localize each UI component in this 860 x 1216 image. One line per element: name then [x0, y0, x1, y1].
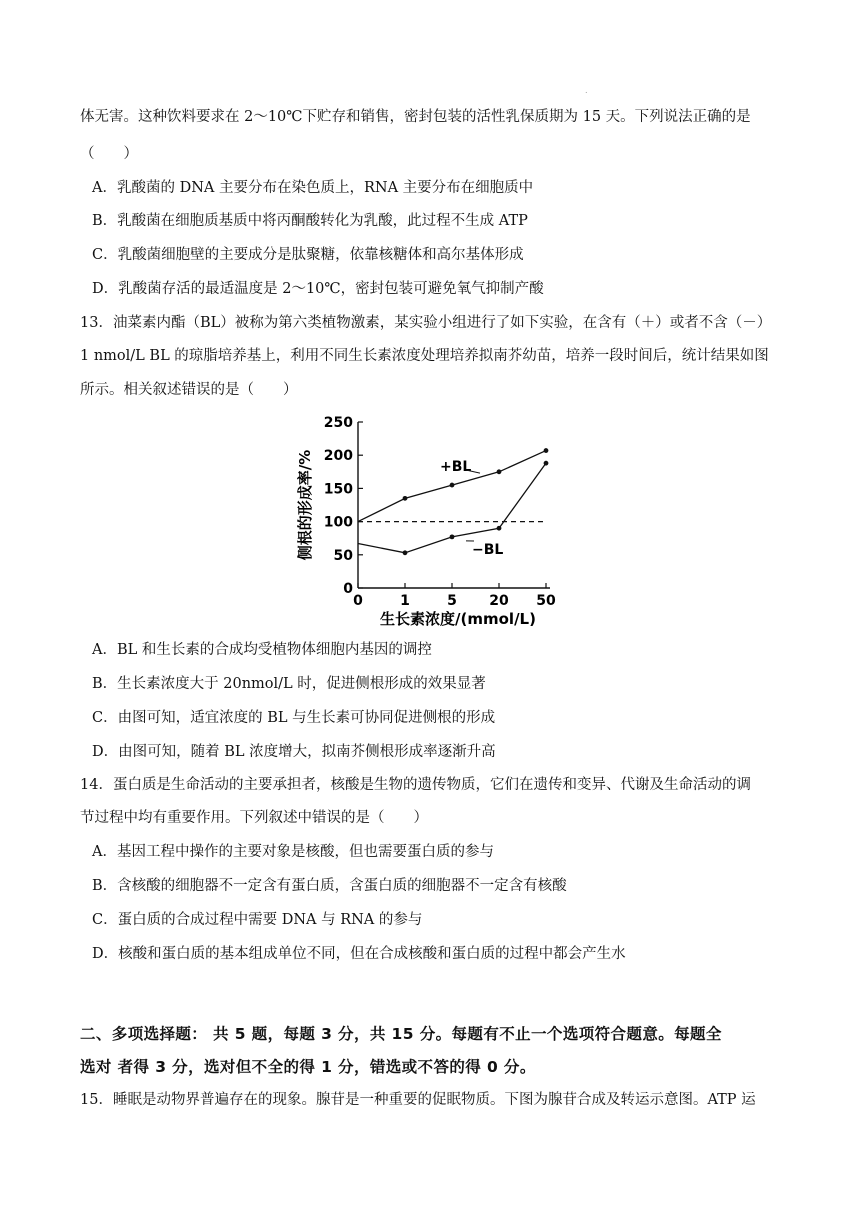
- data-point: [450, 534, 455, 539]
- q13-option-c: C．由图可知，适宜浓度的 BL 与生长素可协同促进侧根的形成: [92, 710, 496, 726]
- y-tick-label: 0: [343, 581, 353, 597]
- x-axis-title: 生长素浓度/(mmol/L): [380, 610, 536, 628]
- x-tick-label: 50: [536, 593, 556, 609]
- y-tick-label: 250: [323, 415, 353, 431]
- series-label-minus-bl: −BL: [472, 542, 504, 558]
- section2-heading-line2: 选对 者得 3 分，选对但不全的得 1 分，错选或不答的得 0 分。: [80, 1058, 536, 1076]
- q15-stem-line1: 15．睡眠是动物界普遍存在的现象。腺苷是一种重要的促眠物质。下图为腺苷合成及转运示意图。ATP 运: [80, 1092, 756, 1108]
- bl-auxin-line-chart: [290, 408, 580, 633]
- y-tick-label: 100: [323, 514, 353, 531]
- y-axis-title: 侧根的形成率/%: [296, 449, 314, 561]
- x-tick-label: 5: [447, 593, 457, 609]
- q13-option-d: D．由图可知，随着 BL 浓度增大，拟南芥侧根形成率逐渐升高: [92, 744, 496, 760]
- q13-stem-line1: 13．油菜素内酯（BL）被称为第六类植物激素，某实验小组进行了如下实验，在含有（＋）或者不含（－）: [80, 315, 772, 331]
- q12-stem-line1: 体无害。这种饮料要求在 2～10℃下贮存和销售，密封包装的活性乳保质期为 15 天。下列说法正确的是: [80, 109, 751, 125]
- q13-option-a: A．BL 和生长素的合成均受植物体细胞内基因的调控: [92, 642, 432, 658]
- series-label-plus-bl: +BL: [440, 459, 472, 475]
- q13-option-b: B．生长素浓度大于 20nmol/L 时，促进侧根形成的效果显著: [92, 676, 486, 692]
- y-tick-label: 150: [323, 481, 353, 498]
- q12-option-b: B．乳酸菌在细胞质基质中将丙酮酸转化为乳酸，此过程不生成 ATP: [92, 213, 528, 229]
- q14-option-d: D．核酸和蛋白质的基本组成单位不同，但在合成核酸和蛋白质的过程中都会产生水: [92, 946, 626, 962]
- q13-stem-line3: 所示。相关叙述错误的是（ ）: [80, 382, 298, 398]
- q12-option-c: C．乳酸菌细胞壁的主要成分是肽聚糖，依靠核糖体和高尔基体形成: [92, 247, 524, 263]
- section2-heading-line1: 二、多项选择题： 共 5 题，每题 3 分，共 15 分。每题有不止一个选项符合题意。每题全: [80, 1025, 722, 1043]
- q12-option-d: D．乳酸菌存活的最适温度是 2～10℃，密封包装可避免氧气抑制产酸: [92, 281, 544, 297]
- data-point: [497, 526, 502, 531]
- q14-stem-line1: 14．蛋白质是生命活动的主要承担者，核酸是生物的遗传物质，它们在遗传和变异、代谢及生命活动的调: [80, 777, 751, 793]
- data-point: [544, 448, 549, 453]
- x-tick-label: 20: [489, 593, 509, 609]
- q14-stem-line2: 节过程中均有重要作用。下列叙述中错误的是（ ）: [80, 810, 428, 826]
- data-point: [403, 496, 408, 501]
- q12-option-a: A．乳酸菌的 DNA 主要分布在染色质上，RNA 主要分布在细胞质中: [92, 180, 534, 196]
- x-tick-label: 1: [400, 593, 410, 609]
- q14-option-b: B．含核酸的细胞器不一定含有蛋白质，含蛋白质的细胞器不一定含有核酸: [92, 878, 567, 894]
- y-tick-label: 50: [333, 547, 353, 564]
- data-point: [544, 461, 549, 466]
- data-point: [403, 550, 408, 555]
- y-tick-label: 200: [323, 448, 353, 465]
- data-point: [497, 469, 502, 474]
- q12-answer-bracket: （ ）: [80, 146, 138, 162]
- page-mark: .: [585, 86, 588, 95]
- q14-option-c: C．蛋白质的合成过程中需要 DNA 与 RNA 的参与: [92, 912, 423, 928]
- x-tick-label: 0: [353, 593, 363, 609]
- q13-stem-line2: 1 nmol/L BL 的琼脂培养基上，利用不同生长素浓度处理培养拟南芥幼苗，培养一段时间后，统计结果如图: [80, 348, 769, 364]
- data-point: [450, 483, 455, 488]
- q14-option-a: A．基因工程中操作的主要对象是核酸，但也需要蛋白质的参与: [92, 844, 494, 860]
